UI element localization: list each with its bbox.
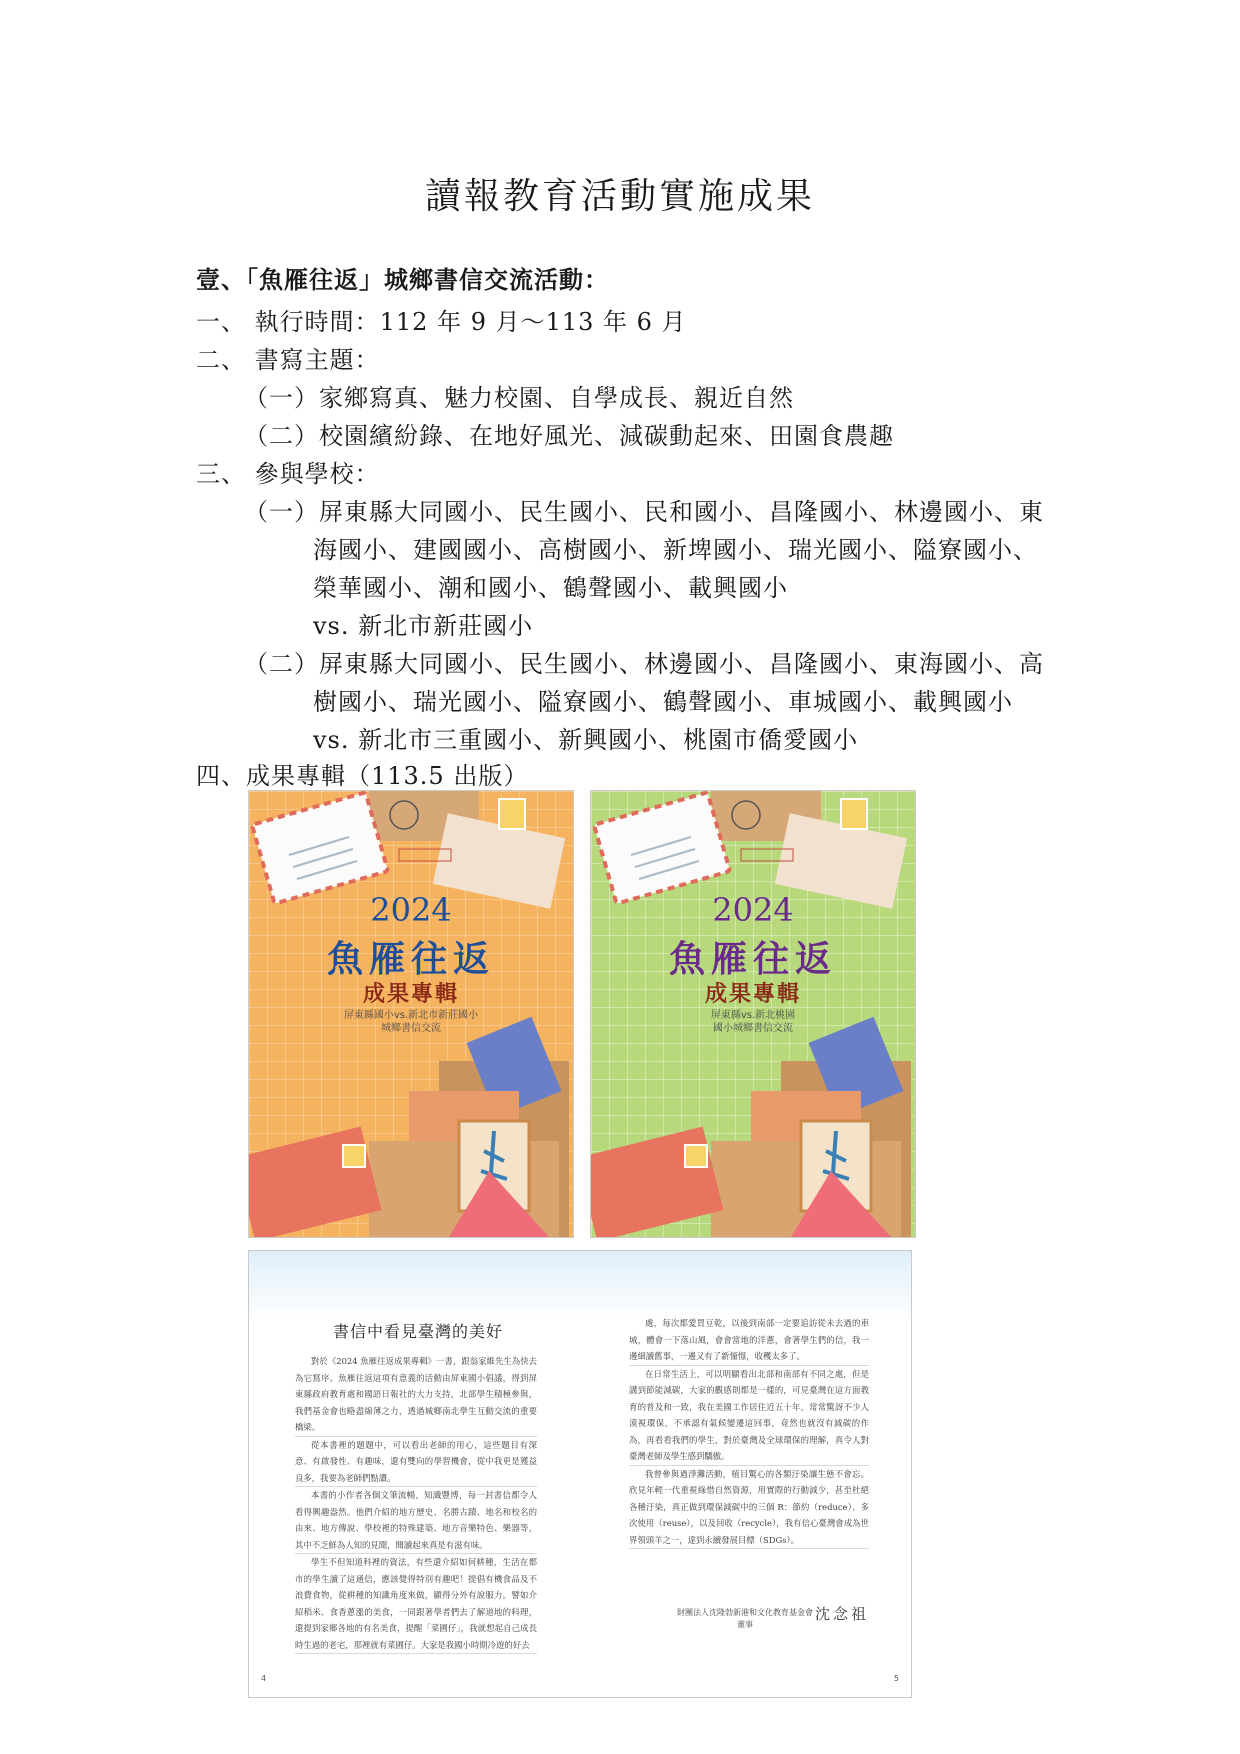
cover-name: 魚雁往返	[326, 938, 495, 980]
cover-subtitle: 成果專輯	[362, 981, 459, 1007]
schools-group-one-line3: 榮華國小、潮和國小、鶴聲國小、載興國小	[313, 574, 788, 602]
item-publication: 四、成果專輯（113.5 出版）	[196, 762, 529, 790]
theme-two: （二）校園繽紛錄、在地好風光、減碳動起來、田園食農趣	[244, 422, 894, 450]
preface-paragraph: 處，每次都愛買豆乾，以後到南部一定要追訪從未去過的車城，體會一下落山風，會會當地的洋蔥，會著學生們的信，我一邊細讀舊事，一邊又有了新憧憬，收穫太多了。	[629, 1315, 869, 1366]
organization-name: 財團法人沈隆勃新港和文化教育基金會	[677, 1608, 813, 1617]
cover-subtitle: 成果專輯	[704, 981, 801, 1007]
preface-paragraph: 對於《2024 魚雁往返成果專輯》一書，跟翁家維先生為快去為它寫序。魚雁往返這項有意義的活動由屏東國小倡議，得到屏東縣政府教育處和國語日報社的大力支持，北部學生積極參與，我們基金會也略盡綿薄之力，透過城鄉南北學生互動交流的重要橋梁。	[295, 1353, 537, 1437]
theme-one: （一）家鄉寫真、魅力校園、自學成長、親近自然	[244, 384, 794, 412]
cover-description	[591, 1009, 915, 1035]
author-role: 董事	[737, 1620, 753, 1629]
preface-paragraph: 在日常生活上，可以明顯看出北部和南部有不同之處，但是講到節能減碳，大家的觀感則都是一樣的，可見臺灣在這方面教育的普及和一致，我在美國工作居住近五十年，常常驚訝不少人漠視環保，不承認有氣候變遷這回事，竟然也就沒有減碳的作為，再看看我們的學生，對於臺灣及全球環保的理解，真令人對臺灣老師及學生感到驕傲。	[629, 1366, 869, 1466]
cover-name: 魚雁往返	[668, 938, 837, 980]
preface-paragraph: 學生不但知道科裡的資法，有些還介紹如何耕種，生活在都市的學生讀了這通信，應該覺得特別有趣吧！提倡有機食品及不浪費食物，從耕種的知識角度來做，顯得分外有說服力。譬如介紹稻米、食香蔥漲的美食，一同跟著學者們去了解道地的料理，還提到家鄉各地的有名美食，提醒「菜圃仔」，我就想起自己成長時生過的老宅，那裡就有菜圃仔。大家是我國小時期冷遊的好去	[295, 1554, 537, 1654]
schools-group-one-line2: 海國小、建國國小、高樹國小、新埤國小、瑞光國小、隘寮國小、	[313, 536, 1038, 564]
schools-group-two-line1: （二）屏東縣大同國小、民生國小、林邊國小、昌隆國小、東海國小、高	[244, 650, 1044, 678]
schools-group-two-line2: 樹國小、瑞光國小、隘寮國小、鶴聲國小、車城國小、載興國小	[313, 688, 1013, 716]
item-execution-time: 一、 執行時間：112 年 9 月～113 年 6 月	[196, 308, 687, 336]
album-cover-orange	[248, 790, 574, 1238]
cover-description-line1: 屏東縣國小vs.新北市新莊國小	[343, 1010, 479, 1021]
page-title: 讀報教育活動實施成果	[424, 176, 815, 217]
cover-year: 2024	[712, 891, 794, 929]
cover-description	[249, 1009, 573, 1035]
preface-paragraph: 我曾參與過淨灘活動，植目驚心的各類汙染讓生態不會忘。欣見年輕一代重視綠惜自然資源，用實際的行動減少，甚至杜絕各種汙染，真正做到環保減碳中的三個 R：節約（reduce）、多次使用（reuse），以及回收（recycle），我有信心臺灣會成為世界領頭羊之一，達到永續發展目標（SDGs）。	[629, 1466, 869, 1550]
schools-group-one-line1: （一）屏東縣大同國小、民生國小、民和國小、昌隆國小、林邊國小、東	[244, 498, 1044, 526]
author-organization	[675, 1607, 815, 1631]
item-writing-themes: 二、 書寫主題：	[196, 346, 380, 374]
section-heading: 壹、「魚雁往返」城鄉書信交流活動：	[196, 265, 609, 294]
cover-description-line2: 城鄉書信交流	[381, 1023, 441, 1034]
cover-description-line2: 國小城鄉書信交流	[713, 1023, 793, 1034]
schools-group-one-vs: vs. 新北市新莊國小	[313, 612, 534, 640]
preface-right-column	[629, 1315, 869, 1549]
author-signature: 沈念祖	[815, 1605, 870, 1623]
preface-paragraph: 從本書裡的題題中，可以看出老師的用心，這些題目有深意、有啟發性、有趣味，還有雙向的學習機會，從中我更是獲益良多，我要為老師們點讚。	[295, 1437, 537, 1488]
cover-year: 2024	[370, 891, 452, 929]
page-number-right: 5	[893, 1674, 899, 1683]
album-preface-spread	[248, 1250, 912, 1698]
album-cover-green	[590, 790, 916, 1238]
preface-left-column	[295, 1353, 537, 1654]
cover-description-line1: 屏東縣vs.新北桃園	[710, 1010, 796, 1021]
page-number-left: 4	[261, 1674, 267, 1683]
item-participating-schools: 三、 參與學校：	[196, 460, 380, 488]
preface-paragraph: 本書的小作者各個文筆流暢，知識豐博，每一封書信都令人看得興趣盎然。他們介紹的地方歷史、名勝古蹟、地名和校名的由來、地方傳說、學校裡的特殊建築、地方音樂特色、樂器等，其中不乏鮮為人知的見聞，閱讀起來真是有滋有味。	[295, 1487, 537, 1554]
preface-title: 書信中看見臺灣的美好	[333, 1322, 504, 1341]
schools-group-two-vs: vs. 新北市三重國小、新興國小、桃園市僑愛國小	[313, 726, 859, 754]
